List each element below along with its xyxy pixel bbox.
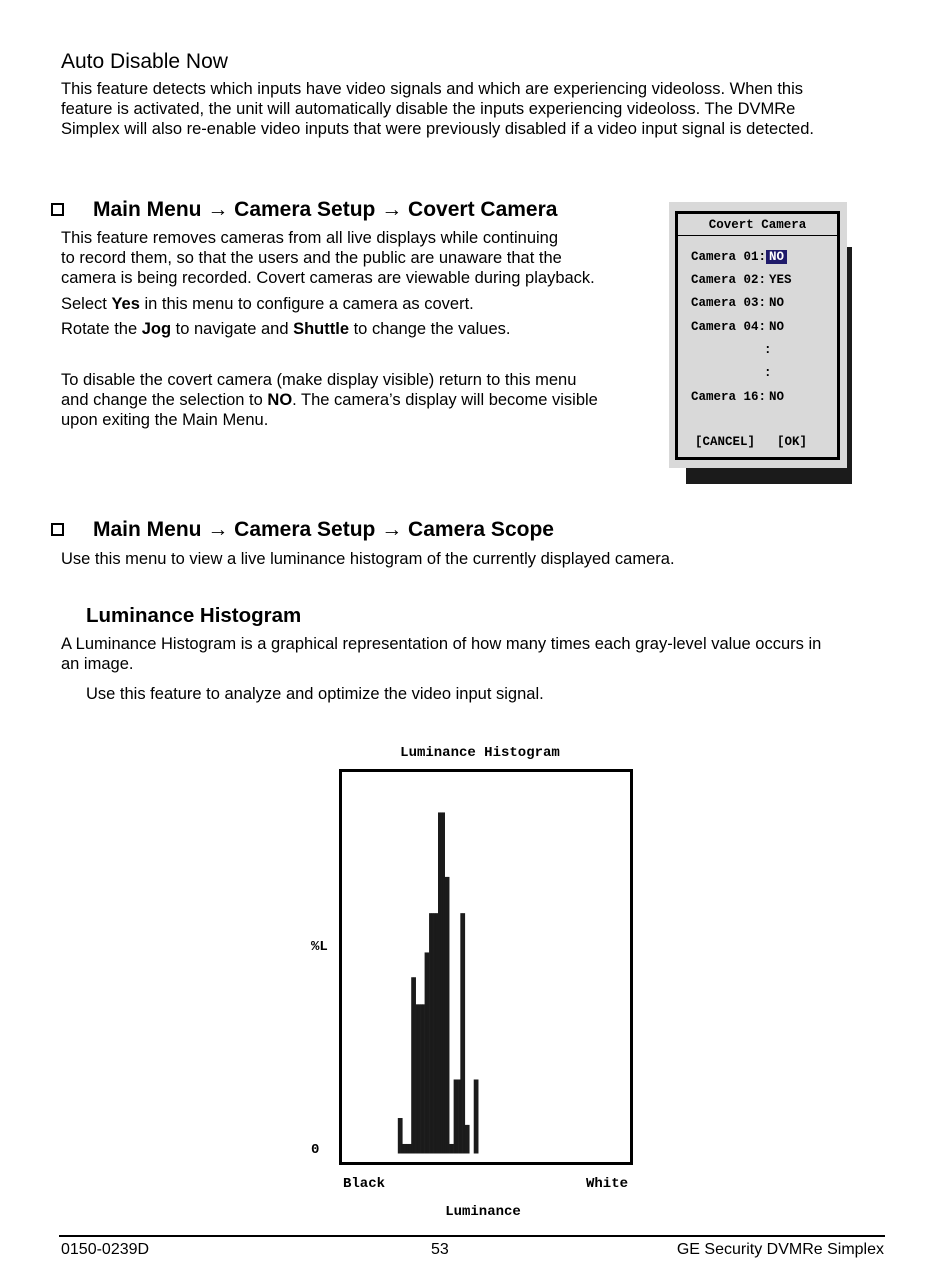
- checkbox-icon: [51, 523, 64, 536]
- histogram-bar: [476, 1079, 479, 1153]
- camera-value[interactable]: YES: [769, 273, 792, 287]
- histogram-bar: [427, 952, 430, 1153]
- footer-product-name: GE Security DVMRe Simplex: [676, 1241, 884, 1258]
- histogram-bar: [402, 1144, 405, 1154]
- camera-value-selected[interactable]: NO: [766, 250, 787, 264]
- histogram-bar: [409, 1144, 412, 1154]
- luminance-desc-line-1: A Luminance Histogram is a graphical representation of how many times each gray-level value occurs in: [61, 635, 822, 653]
- camera-label: Camera 04:: [691, 320, 767, 334]
- histogram-bar: [451, 1144, 454, 1154]
- dialog-title: Covert Camera: [678, 214, 837, 236]
- histogram-bar: [420, 1004, 423, 1153]
- chart-frame: [341, 771, 632, 1164]
- histogram-bar: [416, 1004, 419, 1153]
- histogram-bar: [413, 977, 416, 1153]
- histogram-bar: [445, 877, 448, 1154]
- histogram-bar: [418, 1004, 421, 1153]
- histogram-bar: [440, 812, 443, 1153]
- camera-scope-desc: Use this menu to view a live luminance histogram of the currently displayed camera.: [61, 550, 675, 568]
- cancel-button[interactable]: [CANCEL]: [695, 435, 756, 449]
- covert-rotate-instruction: Rotate the Jog to navigate and Shuttle to change the values.: [61, 320, 511, 338]
- luminance-histogram-chart: [300, 735, 650, 1225]
- x-tick-black: Black: [343, 1176, 386, 1192]
- histogram-bar: [460, 913, 463, 1153]
- luminance-desc-line-2: an image.: [61, 655, 134, 673]
- auto-disable-line-1: This feature detects which inputs have video signals and which are experiencing videoloss. When this: [61, 80, 803, 98]
- histogram-bar: [411, 977, 414, 1153]
- histogram-bar: [438, 812, 441, 1153]
- histogram-bar: [398, 1118, 401, 1153]
- camera-row-16[interactable]: [691, 390, 787, 404]
- footer-rule: [59, 1235, 885, 1237]
- histogram-bar: [447, 877, 450, 1154]
- histogram-bar: [467, 1125, 470, 1154]
- covert-disable-line-2: and change the selection to NO. The camera’s display will become visible: [61, 391, 598, 409]
- luminance-use-line: Use this feature to analyze and optimize the video input signal.: [86, 685, 544, 703]
- histogram-bar: [456, 1079, 459, 1153]
- histogram-bar: [463, 913, 466, 1153]
- histogram-bar: [431, 913, 434, 1153]
- camera-row-03[interactable]: [691, 296, 787, 310]
- camera-value[interactable]: NO: [769, 296, 785, 310]
- auto-disable-heading: Auto Disable Now: [61, 50, 228, 73]
- histogram-bar: [422, 1004, 425, 1153]
- histogram-bar: [429, 913, 432, 1153]
- histogram-bar: [454, 1079, 457, 1153]
- camera-row-01[interactable]: [691, 250, 787, 264]
- histogram-bar: [407, 1144, 410, 1154]
- camera-row-04[interactable]: [691, 320, 787, 334]
- covert-disable-line-3: upon exiting the Main Menu.: [61, 411, 269, 429]
- covert-desc-line-3: camera is being recorded. Covert cameras are viewable during playback.: [61, 269, 595, 287]
- histogram-bar: [449, 1144, 452, 1154]
- camera-row-02[interactable]: [691, 273, 795, 287]
- camera-scope-heading: Main Menu → Camera Setup → Camera Scope: [93, 518, 554, 541]
- camera-label: Camera 16:: [691, 390, 767, 404]
- camera-value[interactable]: NO: [769, 390, 785, 404]
- checkbox-icon: [51, 203, 64, 216]
- y-axis-label: %L: [311, 939, 328, 955]
- covert-camera-heading: Main Menu → Camera Setup → Covert Camera: [93, 198, 558, 221]
- histogram-bar: [434, 913, 437, 1153]
- covert-camera-dialog: [669, 202, 852, 484]
- footer-page-number: 53: [431, 1241, 449, 1258]
- histogram-bar: [458, 1079, 461, 1153]
- y-tick-zero: 0: [311, 1142, 320, 1158]
- camera-label: Camera 01:: [691, 250, 767, 264]
- auto-disable-line-3: Simplex will also re-enable video inputs that were previously disabled if a video input signal is detected.: [61, 120, 814, 138]
- ok-button[interactable]: [OK]: [777, 435, 808, 449]
- ellipsis-dot-1: :: [764, 343, 772, 357]
- histogram-bar: [425, 952, 428, 1153]
- histogram-bar: [400, 1118, 403, 1153]
- x-tick-white: White: [585, 1176, 628, 1192]
- camera-label: Camera 02:: [691, 273, 767, 287]
- camera-label: Camera 03:: [691, 296, 767, 310]
- x-axis-label: Luminance: [445, 1204, 521, 1220]
- histogram-bar: [442, 812, 445, 1153]
- auto-disable-line-2: feature is activated, the unit will automatically disable the inputs experiencing videoloss. The DVMRe: [61, 100, 796, 118]
- dialog-box: [675, 211, 840, 460]
- covert-select-instruction: Select Yes in this menu to configure a camera as covert.: [61, 295, 474, 313]
- histogram-bar: [436, 913, 439, 1153]
- luminance-heading: Luminance Histogram: [86, 604, 302, 627]
- footer-doc-number: 0150-0239D: [61, 1241, 150, 1258]
- histogram-bar: [474, 1079, 477, 1153]
- covert-desc-line-1: This feature removes cameras from all live displays while continuing: [61, 229, 559, 247]
- covert-desc-line-2: to record them, so that the users and the public are unaware that the: [61, 249, 562, 267]
- covert-disable-line-1: To disable the covert camera (make display visible) return to this menu: [61, 371, 577, 389]
- chart-title: Luminance Histogram: [400, 745, 560, 761]
- histogram-bar: [405, 1144, 408, 1154]
- camera-value[interactable]: NO: [769, 320, 785, 334]
- histogram-bar: [465, 1125, 468, 1154]
- ellipsis-dot-2: :: [764, 366, 772, 380]
